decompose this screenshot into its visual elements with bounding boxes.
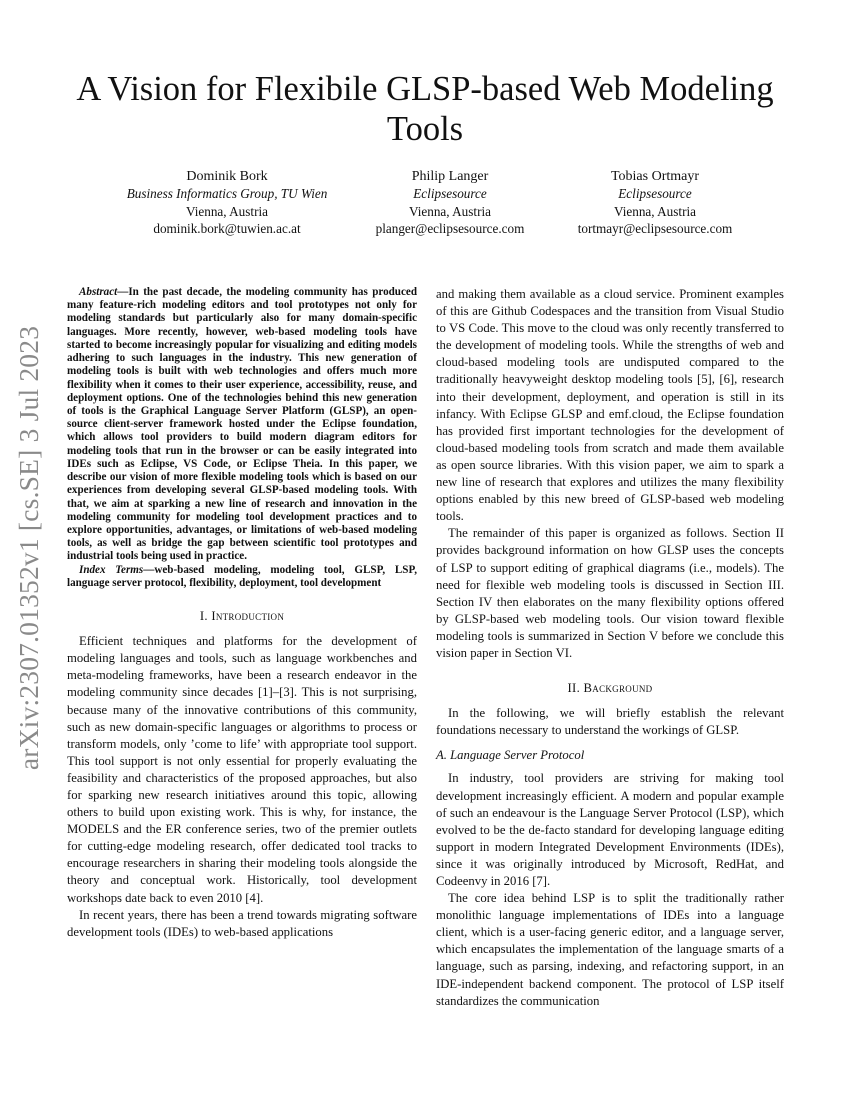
paragraph: In industry, tool providers are striving for making tool development increasingly efficient. A modern and popular example of such an endeavour is the Language Server Protocol (LSP), which evolved to be the de-facto standard for developing language editing support in modern Integrated Development Environments (IDEs), since it was originally introduced by Microsoft, RedHat, and Codeenvy in 2016 [7].: [436, 771, 784, 888]
paragraph: and making them available as a cloud service. Prominent examples of this are Github Codespaces and the transition from Visual Studio to VS Code. This move to the cloud was only recently transferred to the development of modeling tools. While the strengths of web and cloud-based modeling tools are undisputed compared to the traditionally heavyweight desktop modeling tools [5], [6], research into their development, deployment, and operation is still in its infancy. With Eclipse GLSP and emf.cloud, the Eclipse foundation has provided first important technologies for the development of cloud-based modeling tools from scratch and made them available as open source libraries. With this vision paper, we aim to spark a new line of research that explores and utilizes the many flexibility options enabled by this new breed of GLSP-based web modeling tools.: [436, 287, 784, 524]
paragraph: The remainder of this paper is organized as follows. Section II provides background information on how GLSP uses the concepts of LSP to support editing of graphical diagrams (i.e., models). The need for flexible web modeling tools is discussed in Section III. Section IV then elaborates on the many flexibility options offered by GLSP-based web modeling tools. Our vision toward flexible modeling tools is summarized in Section V before we conclude this vision paper in Section VI.: [436, 526, 784, 660]
section-heading-introduction: I. Introduction: [199, 609, 285, 624]
abstract: [67, 286, 417, 564]
author-name: Dominik Bork: [186, 169, 268, 184]
right-column: [436, 286, 784, 1010]
abstract-label: Abstract: [79, 286, 118, 298]
author-email: tortmayr@eclipsesource.com: [577, 220, 733, 236]
arxiv-stamp: [14, 318, 44, 778]
author-affiliation: Eclipsesource: [413, 186, 487, 202]
author-location: Vienna, Austria: [409, 203, 491, 219]
author-affiliation: Business Informatics Group, TU Wien: [126, 186, 328, 202]
author-name: Tobias Ortmayr: [610, 169, 700, 184]
index-terms: [67, 564, 417, 590]
author-2: [360, 168, 540, 237]
index-terms-text: —web-based modeling, modeling tool, GLSP, LSP, language server protocol, flexibility, deployment, tool development: [67, 563, 417, 589]
arxiv-stamp-text: arXiv:2307.01352v1 [cs.SE] 3 Jul 2023: [13, 325, 44, 771]
paragraph: In the following, we will briefly establish the relevant foundations necessary to understand the workings of GLSP.: [436, 706, 784, 738]
index-terms-label: Index Terms: [79, 563, 144, 576]
author-3: [560, 168, 750, 237]
author-name: Philip Langer: [411, 169, 489, 184]
author-1: [112, 168, 342, 237]
author-email: planger@eclipsesource.com: [375, 220, 525, 236]
paragraph: Efficient techniques and platforms for the development of modeling languages and tools, such as language workbenches and meta-modeling frameworks, have been a research endeavor in the modeling community since decades [1]–[3]. This is not surprising, because many of the innovative contributions of this community, such as new domain-specific languages or algorithms to process or transform models, only ’come to life’ with appropriate tool support. This tool support is not only essential for properly evaluating the feasibility and characteristics of the proposed approaches, but also for sparking new research initiatives around this topic, allowing others to build upon existing work. This is why, for instance, the MODELS and the ER conference series, two of the premier outlets for cutting-edge modeling research, offer dedicated tool tracks to encourage researchers in sharing their modeling tools alongside the theory and conceptual work. Historically, tool development workshops date back to even 2010 [4].: [67, 634, 417, 905]
author-location: Vienna, Austria: [614, 203, 696, 219]
paper-title: A Vision for Flexibile GLSP-based Web Modeling Tools: [76, 70, 774, 148]
paragraph: In recent years, there has been a trend towards migrating software development tools (IDEs) to web-based applications: [67, 907, 417, 939]
left-column: [67, 286, 417, 941]
author-location: Vienna, Austria: [186, 203, 268, 219]
section-heading-background: II. Background: [567, 681, 653, 696]
abstract-text: —In the past decade, the modeling community has produced many feature-rich modeling editors and tool prototypes not only for modeling standards but particularly also for many domain-specific languages. More recently, however, web-based modeling tools have started to become increasingly popular for visualizing and editing models adhering to such languages in the industry. This new generation of modeling tools is built with web technologies and offers much more flexibility when it comes to their user experience, accessibility, reuse, and deployment options. One of the technologies behind this new generation of tools is the Graphical Language Server Platform (GLSP), an open-source client-server framework hosted under the Eclipse foundation, which allows tool providers to build modern diagram editors for modeling tools that run in the browser or can be easily integrated into IDEs such as Eclipse, VS Code, or Eclipse Theia. In this paper, we describe our vision of more flexible modeling tools which is based on our experiences from developing several GLSP-based modeling tools. With that, we aim at sparking a new line of research and innovation in the modeling community for modeling tool development practices and to explore opportunities, advantages, or limitations of web-based modeling tools, as well as bridge the gap between scientific tool prototypes and industrial tools being used in practice.: [67, 286, 417, 563]
subsection-heading-lsp: A. Language Server Protocol: [436, 748, 585, 763]
paragraph: The core idea behind LSP is to split the traditionally rather monolithic language implementations of IDEs into a language client, which is a user-facing generic editor, and a language server, which encapsulates the implementation of the language smarts of a language, such as parsing, indexing, and refactoring support, in an IDE-independent backend component. The protocol of LSP itself standardizes the communication: [436, 891, 784, 1008]
author-email: dominik.bork@tuwien.ac.at: [153, 220, 301, 236]
author-affiliation: Eclipsesource: [618, 186, 692, 202]
